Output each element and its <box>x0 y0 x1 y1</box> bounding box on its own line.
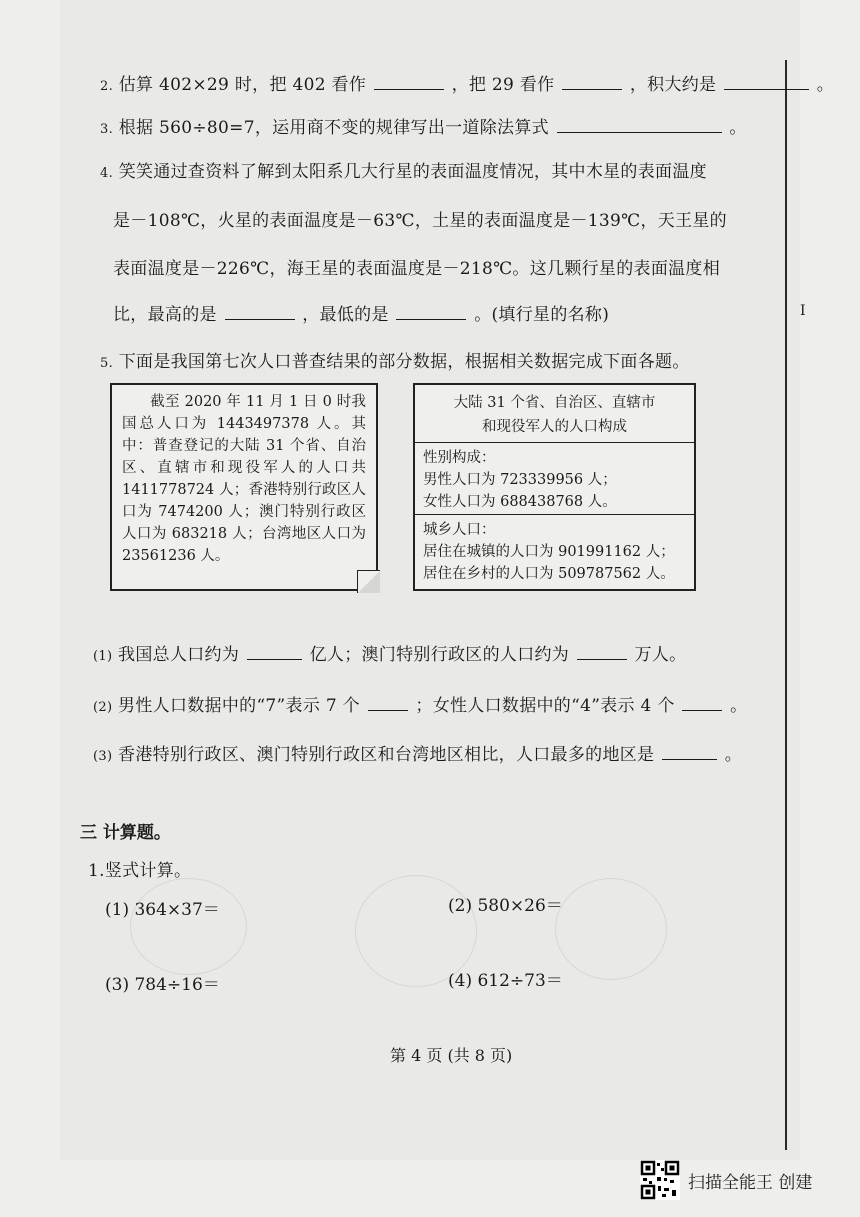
question-4-line-4 <box>113 300 609 325</box>
census-summary-text: 截至 2020 年 11 月 1 日 0 时我国总人口为 1443497378 人。其中：普查登记的大陆 31 个省、自治区、直辖市和现役军人的人口共 1411778724 人；香港特别行政区人口为 7474200 人；澳门特别行政区人口为 683218 人；台湾地区人口为 23561236 人。 <box>122 394 366 564</box>
question-text: 比，最高的是 <box>113 305 217 325</box>
urban-population: 居住在城镇的人口为 901991162 人； <box>423 544 675 560</box>
rural-population: 居住在乡村的人口为 509787562 人。 <box>423 566 675 582</box>
question-text: 。(填行星的名称) <box>474 305 610 325</box>
section-label: 城乡人口： <box>423 522 496 538</box>
question-text: ，最低的是 <box>302 305 389 325</box>
question-text: 。 <box>816 75 835 95</box>
folded-corner <box>357 570 380 593</box>
question-text: 我国总人口约为 <box>118 645 240 665</box>
census-summary-note <box>110 383 378 591</box>
male-population: 男性人口为 723339956 人； <box>423 472 617 488</box>
side-mark: I <box>800 303 806 319</box>
question-text: ，积大约是 <box>629 75 717 95</box>
answer-blank[interactable] <box>562 73 622 90</box>
question-text: 香港特别行政区、澳门特别行政区和台湾地区相比，人口最多的地区是 <box>118 745 655 765</box>
question-text: 男性人口数据中的“7”表示 7 个 <box>118 696 360 716</box>
calc-instruction: 1.竖式计算。 <box>88 861 192 881</box>
table-header <box>415 385 694 443</box>
question-text: ，把 29 看作 <box>451 75 555 95</box>
question-5 <box>100 347 690 372</box>
sub-question-2 <box>93 691 747 716</box>
watermark-text: 扫描全能王 创建 <box>688 1172 813 1193</box>
sex-composition-section <box>415 443 694 515</box>
question-text: ；女性人口数据中的“4”表示 4 个 <box>415 696 675 716</box>
question-text: 。 <box>730 696 748 716</box>
sub-question-number: (1) <box>93 649 113 664</box>
calc-item: (1) 364×37＝ <box>105 900 220 920</box>
question-text: 下面是我国第七次人口普查结果的部分数据，根据相关数据完成下面各题。 <box>118 352 690 372</box>
answer-blank[interactable] <box>724 73 809 90</box>
answer-blank[interactable] <box>247 643 302 660</box>
show-through-circle <box>555 878 667 980</box>
calc-item: (4) 612÷73＝ <box>448 971 563 991</box>
question-3 <box>100 113 747 138</box>
question-number: 4. <box>100 166 114 181</box>
sub-question-3 <box>93 740 742 765</box>
question-text: 。 <box>724 745 743 765</box>
answer-blank[interactable] <box>396 303 466 320</box>
question-text: 笑笑通过查资料了解到太阳系几大行星的表面温度情况，其中木星的表面温度 <box>118 162 707 182</box>
question-4-line-1 <box>100 157 707 182</box>
section-label: 性别构成： <box>423 450 496 466</box>
question-2 <box>100 70 834 95</box>
question-text: 亿人；澳门特别行政区的人口约为 <box>309 645 570 665</box>
answer-blank[interactable] <box>374 73 444 90</box>
scanner-watermark <box>640 1160 840 1200</box>
population-composition-table <box>413 383 696 591</box>
sub-question-number: (3) <box>93 749 113 764</box>
question-number: 5. <box>100 356 114 371</box>
sub-question-1 <box>93 640 686 665</box>
answer-blank[interactable] <box>577 643 627 660</box>
question-4-line-3: 表面温度是－226℃，海王星的表面温度是－218℃。这几颗行星的表面温度相 <box>113 259 721 279</box>
female-population: 女性人口为 688438768 人。 <box>423 494 617 510</box>
show-through-circle <box>130 878 247 975</box>
answer-blank[interactable] <box>225 303 295 320</box>
question-text: 估算 402×29 时，把 402 看作 <box>118 75 367 95</box>
calc-item: (3) 784÷16＝ <box>105 975 220 995</box>
page-footer: 第 4 页 (共 8 页) <box>390 1046 513 1065</box>
sub-question-number: (2) <box>93 700 113 715</box>
margin-line <box>785 60 787 1150</box>
question-4-line-2: 是－108℃，火星的表面温度是－63℃，土星的表面温度是－139℃，天王星的 <box>113 211 727 231</box>
answer-blank[interactable] <box>662 743 717 760</box>
qr-code-icon <box>640 1160 680 1200</box>
question-text: 。 <box>729 118 747 138</box>
calc-item: (2) 580×26＝ <box>448 896 563 916</box>
question-number: 2. <box>100 79 114 94</box>
answer-blank[interactable] <box>368 694 408 711</box>
question-text: 万人。 <box>634 645 687 665</box>
section-3-title: 三 计算题。 <box>80 823 171 843</box>
table-title-line: 和现役军人的人口构成 <box>482 419 627 435</box>
question-text: 根据 560÷80=7，运用商不变的规律写出一道除法算式 <box>118 118 549 138</box>
answer-blank[interactable] <box>557 116 722 133</box>
table-title-line: 大陆 31 个省、自治区、直辖市 <box>453 395 656 411</box>
question-number: 3. <box>100 122 114 137</box>
answer-blank[interactable] <box>682 694 722 711</box>
urban-rural-section <box>415 515 694 589</box>
